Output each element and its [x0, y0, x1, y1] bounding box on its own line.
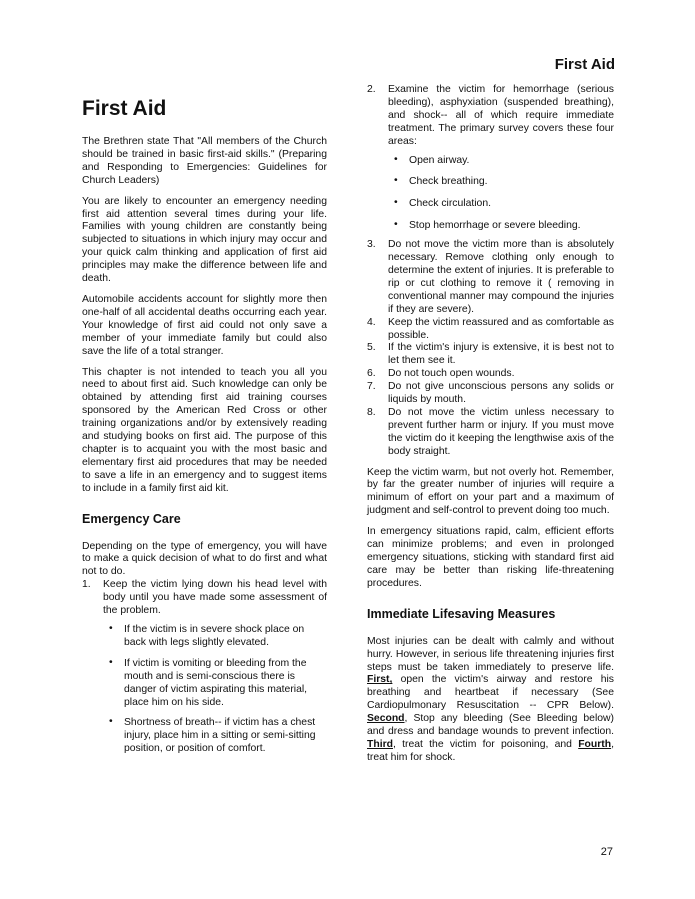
step-text: Do not move the victim unless necessary to prevent further harm or injury. If you must move the victim do it keeping the lengthwise axis of the body straight.: [388, 406, 614, 457]
closing-paragraph: Keep the victim warm, but not overly hot. Remember, by far the greater number of injuries will require a minimum of effort on your part and a maximum of judgment and self-control to prevent doing too much.: [367, 466, 614, 517]
list-item: [367, 407, 614, 459]
list-item: [367, 342, 614, 368]
first-label: First,: [367, 674, 393, 686]
step-number: 7.: [367, 381, 376, 393]
intro-paragraph: The Brethren state That "All members of the Church should be trained in basic first-aid skills." (Preparing and Responding to Emergencies: Guidelines for Church Leaders): [82, 136, 327, 186]
step-text: Do not give unconscious persons any solids or liquids by mouth.: [388, 381, 614, 406]
intro-paragraph: You are likely to encounter an emergency needing first aid attention several times during your life. Families with young children are constantly being subjected to situations in which injury may occur and your quick calm thinking and application of first aid principles may make the difference between life and death.: [82, 195, 327, 285]
bullet-icon: •: [109, 716, 113, 728]
closing-paragraph: In emergency situations rapid, calm, efficient efforts can minimize problems; and even in prolonged emergency situations, sticking with standard first aid care may be better than risking life-threatening procedures.: [367, 526, 614, 589]
emergency-steps-list-part1: [82, 579, 327, 756]
step-number: 3.: [367, 239, 376, 251]
step-text: Examine the victim for hemorrhage (serious bleeding), asphyxiation (suspended breathing), and shock-- all of which require immediate treatment. The primary survey covers these four areas:: [388, 84, 614, 147]
bullet-icon: •: [394, 219, 398, 231]
bullet-icon: •: [109, 623, 113, 634]
emergency-care-intro: Depending on the type of emergency, you will have to make a quick decision of what to do first and what not to do.: [82, 540, 327, 578]
bullet-text: If the victim is in severe shock place on back with legs slightly elevated.: [124, 624, 305, 648]
bullet-item: [103, 658, 327, 710]
bullet-text: Stop hemorrhage or severe bleeding.: [409, 220, 581, 232]
bullet-text: Shortness of breath-- if victim has a chest injury, place him in a sitting or semi-sitting position, or position of comfort.: [124, 717, 316, 755]
lifesaving-text: , treat him for shock.: [367, 738, 614, 763]
bullet-text: If victim is vomiting or bleeding from the mouth and is semi-conscious there is danger of victim aspirating this material, place him on his side.: [124, 657, 308, 708]
emergency-steps-list-part2: [367, 84, 614, 459]
list-item: [367, 84, 614, 233]
step-number: 5.: [367, 342, 376, 354]
step-number: 8.: [367, 406, 376, 418]
step-text: Keep the victim reassured and as comfortable as possible.: [388, 316, 614, 341]
step2-bullet-list: [388, 155, 614, 234]
intro-paragraph: This chapter is not intended to teach you all you need to about first aid. Such knowledge can only be obtained by attending first aid training courses sponsored by the American Red Cross or other training organizations and/or by extensively reading and studying books on first aid. The purpose of this chapter is to acquaint you with the most basic and elementary first aid procedures that may be needed to save a life in an emergency and to suggest items to include in a family first aid kit.: [82, 366, 327, 494]
left-column: [82, 96, 327, 764]
second-label: Second: [367, 713, 405, 725]
lifesaving-text: , Stop any bleeding (See Bleeding below) and dress and bandage wounds to prevent infection.: [367, 713, 614, 738]
list-item: [367, 317, 614, 343]
list-item: [367, 239, 614, 316]
bullet-item: [103, 717, 327, 756]
step-text: Do not move the victim more than is absolutely necessary. Remove clothing only enough to determine the extent of injuries. It is preferable to rip or cut clothing to remove it ( removing in conventional manner may compound the injuries if they are severe).: [388, 239, 614, 315]
bullet-text: Check breathing.: [409, 176, 488, 188]
lifesaving-text: Most injuries can be dealt with calmly and without hurry. However, in serious life threatening injuries first steps must be taken immediately to preserve life.: [367, 635, 614, 673]
bullet-icon: •: [394, 197, 398, 209]
step-number: 1.: [82, 579, 91, 591]
step-number: 6.: [367, 368, 376, 380]
lifesaving-paragraph: [367, 636, 614, 765]
page-title: First Aid: [82, 97, 167, 120]
step-text: Keep the victim lying down his head level with body until you have made some assessment of the problem.: [103, 579, 327, 617]
list-item: [367, 368, 614, 381]
bullet-icon: •: [109, 656, 113, 668]
intro-paragraph: Automobile accidents account for slightly more then one-half of all accidental deaths occurring each year. Your knowledge of first aid could not only save a member of your immediate family but could also save the life of a total stranger.: [82, 293, 327, 357]
emergency-care-heading: Emergency Care: [82, 511, 181, 526]
bullet-item: [388, 220, 614, 233]
bullet-item: [388, 198, 614, 211]
bullet-icon: •: [394, 153, 398, 165]
step1-bullet-list: [103, 624, 327, 756]
bullet-item: [103, 624, 327, 650]
lifesaving-text: , treat the victim for poisoning, and: [392, 738, 579, 750]
bullet-text: Check circulation.: [409, 198, 492, 210]
lifesaving-heading: Immediate Lifesaving Measures: [367, 606, 556, 621]
right-column: [367, 84, 614, 773]
bullet-item: [388, 176, 614, 189]
step-number: 4.: [367, 316, 376, 328]
lifesaving-text: open the victim's airway and restore his breathing and heartbeat if necessary (See Cardiopulmonary Resuscitation -- CPR Below).: [367, 674, 614, 712]
third-label: Third: [367, 738, 393, 750]
step-text: Do not touch open wounds.: [388, 368, 515, 380]
bullet-text: Open airway.: [409, 154, 470, 166]
list-item: [82, 579, 327, 756]
bullet-item: [388, 155, 614, 168]
step-number: 2.: [367, 84, 376, 95]
step-text: If the victim's injury is extensive, it is best not to let them see it.: [388, 342, 614, 367]
fourth-label: Fourth: [578, 738, 612, 750]
list-item: [367, 381, 614, 407]
bullet-icon: •: [394, 175, 398, 187]
running-head: First Aid: [554, 56, 615, 73]
page-number: 27: [600, 846, 613, 858]
